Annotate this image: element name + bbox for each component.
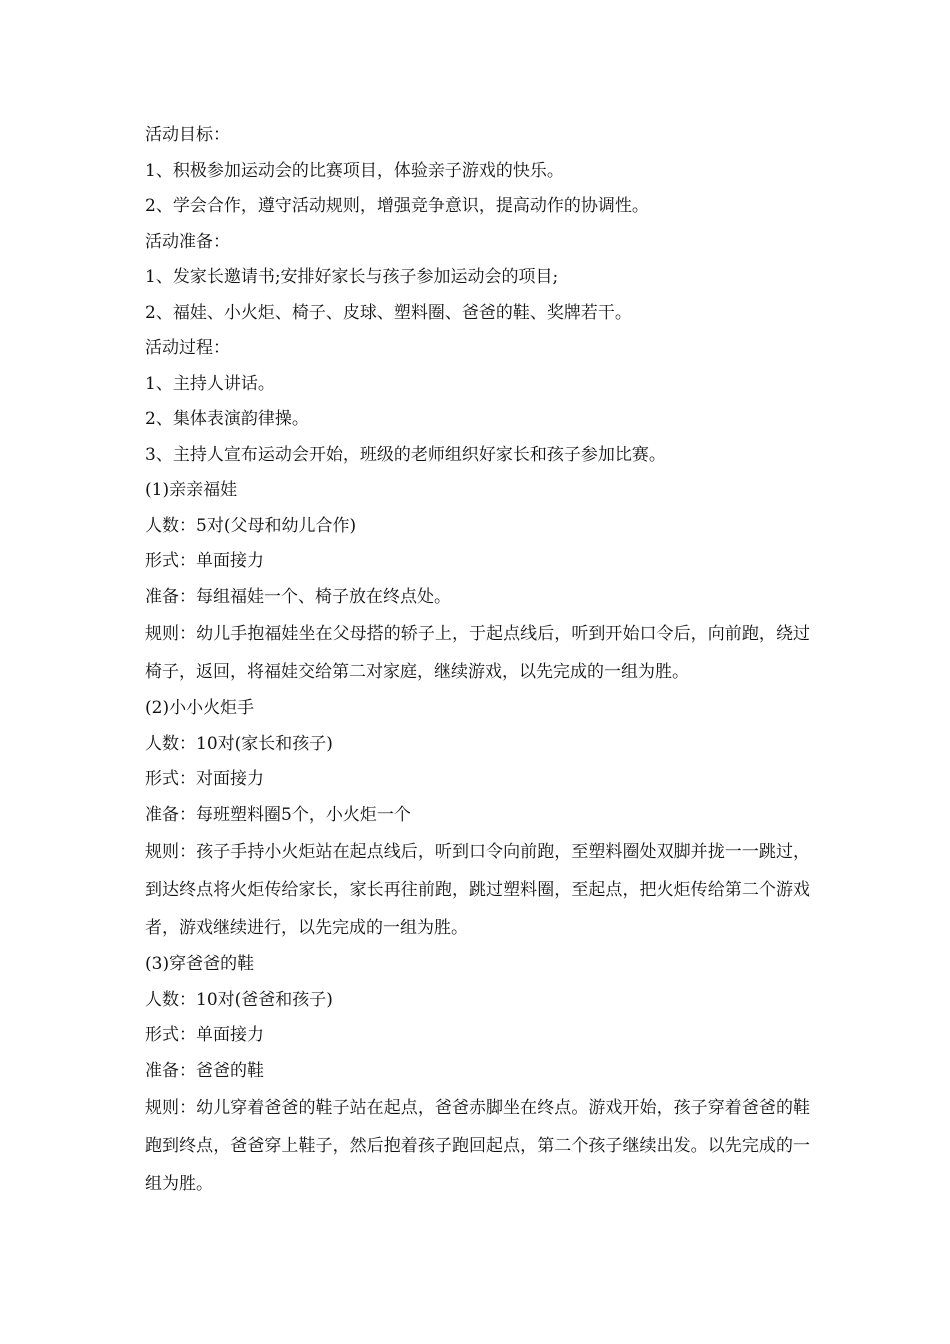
game-3-format: 形式：单面接力 xyxy=(145,1025,264,1045)
game-3-rules: 规则：幼儿穿着爸爸的鞋子站在起点，爸爸赤脚坐在终点。游戏开始，孩子穿着爸爸的鞋跑到终点，爸爸穿上鞋子，然后抱着孩子跑回起点，第二个孩子继续出发。以先完成的一组为胜。 xyxy=(145,1098,810,1194)
game-3-preparation: 准备：爸爸的鞋 xyxy=(145,1060,264,1081)
game-3-players: 人数：10对(爸爸和孩子) xyxy=(145,989,333,1010)
game-2-players: 人数：10对(家长和孩子) xyxy=(145,733,333,754)
section-heading-process: 活动过程： xyxy=(145,338,230,358)
game-1-preparation: 准备：每组福娃一个、椅子放在终点处。 xyxy=(145,586,451,607)
game-2-format: 形式：对面接力 xyxy=(145,769,264,789)
process-step-2: 2、集体表演韵律操。 xyxy=(145,409,309,429)
game-2-preparation: 准备：每班塑料圈5个，小火炬一个 xyxy=(145,804,411,825)
game-1-rules: 规则：幼儿手抱福娃坐在父母搭的轿子上，于起点线后，听到开始口令后，向前跑，绕过椅子，返回，将福娃交给第二对家庭，继续游戏，以先完成的一组为胜。 xyxy=(145,624,810,682)
game-1-title: (1)亲亲福娃 xyxy=(145,480,238,500)
section-heading-preparation: 活动准备： xyxy=(145,231,230,252)
process-step-3: 3、主持人宣布运动会开始，班级的老师组织好家长和孩子参加比赛。 xyxy=(145,444,666,465)
document-body xyxy=(145,118,810,1203)
preparation-item-2: 2、福娃、小火炬、椅子、皮球、塑料圈、爸爸的鞋、奖牌若干。 xyxy=(145,302,632,323)
game-1-format: 形式：单面接力 xyxy=(145,551,264,571)
game-2-rules: 规则：孩子手持小火炬站在起点线后，听到口令向前跑，至塑料圈处双脚并拢一一跳过，到达终点将火炬传给家长，家长再往前跑，跳过塑料圈，至起点，把火炬传给第二个游戏者，游戏继续进行，以先完成的一组为胜。 xyxy=(145,842,810,938)
game-1-players: 人数：5对(父母和幼儿合作) xyxy=(145,515,357,536)
goal-item-2: 2、学会合作，遵守活动规则，增强竞争意识，提高动作的协调性。 xyxy=(145,196,649,216)
process-step-1: 1、主持人讲话。 xyxy=(145,373,275,394)
game-2-title: (2)小小火炬手 xyxy=(145,698,255,718)
goal-item-1: 1、积极参加运动会的比赛项目，体验亲子游戏的快乐。 xyxy=(145,160,564,181)
preparation-item-1: 1、发家长邀请书;安排好家长与孩子参加运动会的项目; xyxy=(145,267,559,287)
section-heading-goals: 活动目标： xyxy=(145,125,230,145)
game-3-title: (3)穿爸爸的鞋 xyxy=(145,954,255,974)
